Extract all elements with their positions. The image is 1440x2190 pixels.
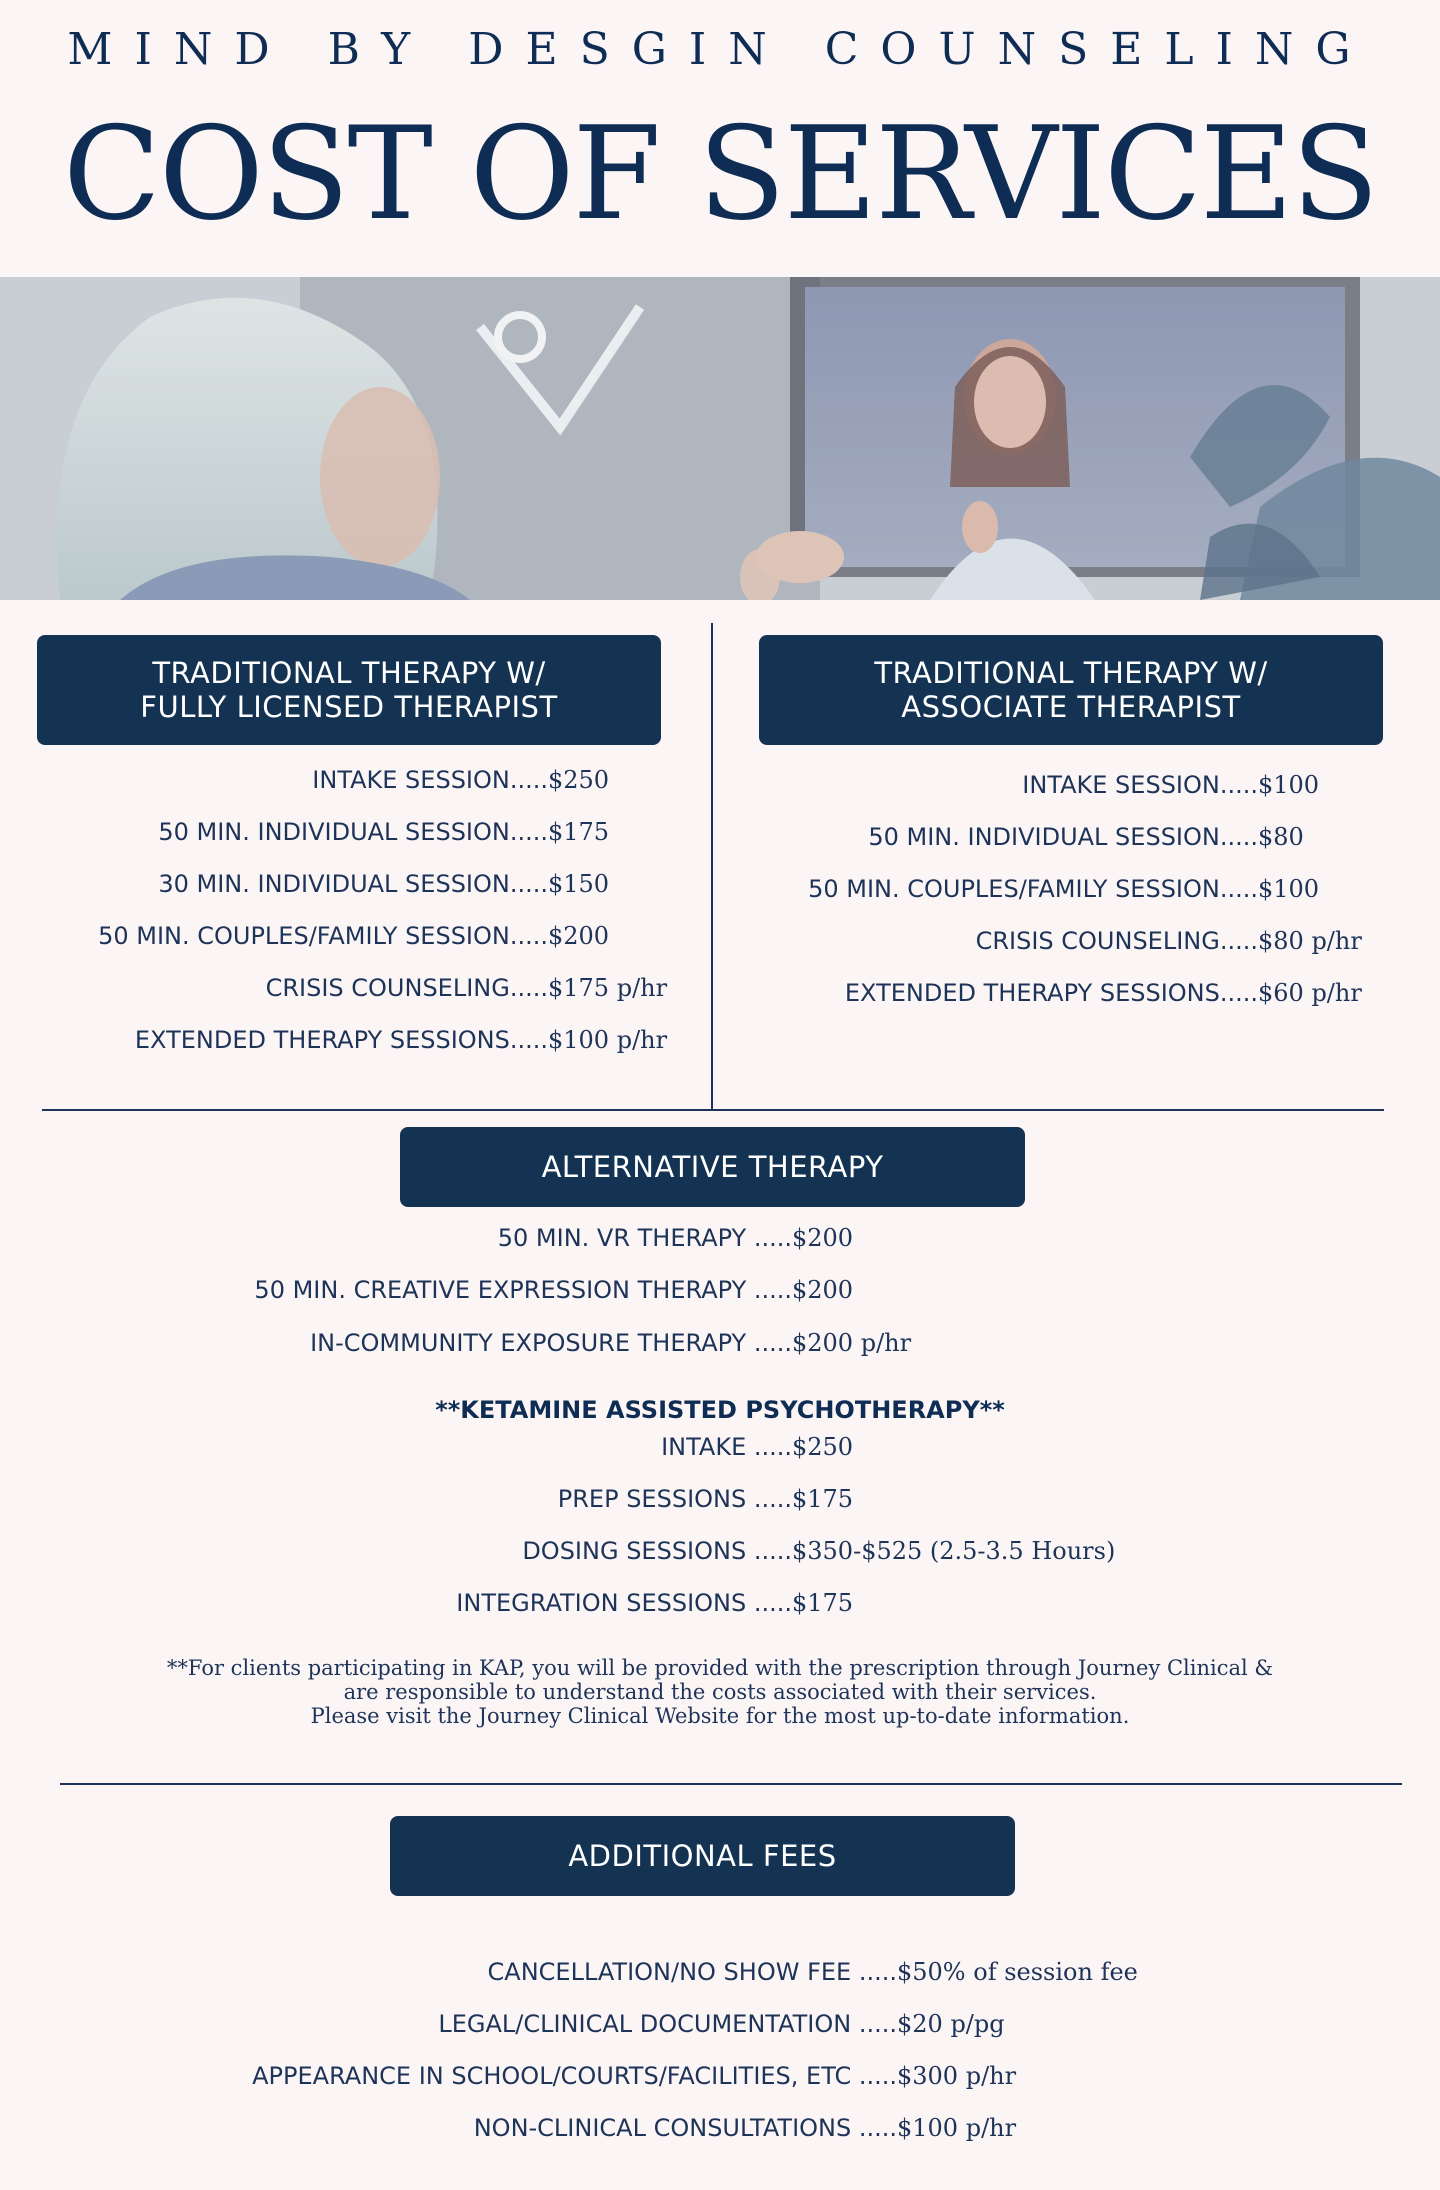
column-divider [711, 623, 713, 1110]
fee-item: CANCELLATION/NO SHOW FEE ..... [487, 1958, 897, 1986]
licensed-price: $150 [548, 870, 610, 898]
alternative-row [0, 1328, 911, 1358]
associate-row [0, 874, 1319, 904]
fee-item: LEGAL/CLINICAL DOCUMENTATION ..... [438, 2010, 897, 2038]
alternative-therapy-heading [400, 1127, 1025, 1207]
alternative-heading-text: ALTERNATIVE THERAPY [541, 1150, 884, 1184]
ketamine-price: $175 [792, 1589, 854, 1617]
associate-item: 50 MIN. INDIVIDUAL SESSION..... [868, 823, 1258, 851]
ketamine-title: **KETAMINE ASSISTED PSYCHOTHERAPY** [435, 1396, 1005, 1424]
ketamine-item: DOSING SESSIONS ..... [522, 1537, 792, 1565]
kap-note-line3: Please visit the Journey Clinical Website for the most up-to-date information. [310, 1704, 1130, 1728]
associate-therapy-heading [759, 635, 1383, 745]
ketamine-item: INTEGRATION SESSIONS ..... [456, 1589, 792, 1617]
licensed-price: $200 [548, 922, 610, 950]
fee-row [0, 2009, 1005, 2039]
ketamine-row [0, 1432, 853, 1462]
associate-item: EXTENDED THERAPY SESSIONS..... [844, 979, 1258, 1007]
associate-item: INTAKE SESSION..... [1022, 771, 1258, 799]
page-title: COST OF SERVICES [62, 100, 1378, 249]
associate-price: $80 p/hr [1258, 927, 1362, 955]
fee-row [0, 2061, 1016, 2091]
licensed-price: $250 [548, 766, 610, 794]
fee-price: $20 p/pg [897, 2010, 1005, 2038]
licensed-price: $175 [548, 818, 610, 846]
ketamine-price: $175 [792, 1485, 854, 1513]
alternative-price: $200 p/hr [792, 1329, 912, 1357]
associate-price: $100 [1258, 771, 1320, 799]
kap-note-line1: **For clients participating in KAP, you will be provided with the prescription through Journey Clinical & [166, 1656, 1274, 1680]
licensed-heading-line2: FULLY LICENSED THERAPIST [140, 690, 558, 724]
fee-price: $100 p/hr [897, 2114, 1017, 2142]
licensed-therapy-heading [37, 635, 661, 745]
licensed-price: $100 p/hr [548, 1026, 668, 1054]
licensed-item: EXTENDED THERAPY SESSIONS..... [134, 1026, 548, 1054]
ketamine-price: $250 [792, 1433, 854, 1461]
associate-heading-line2: ASSOCIATE THERAPIST [901, 690, 1241, 724]
associate-item: CRISIS COUNSELING..... [975, 927, 1258, 955]
licensed-item: 50 MIN. COUPLES/FAMILY SESSION..... [98, 922, 548, 950]
hero-image [0, 277, 1440, 600]
associate-price: $100 [1258, 875, 1320, 903]
hero-illustration [0, 277, 1440, 600]
section-divider [42, 1109, 1384, 1111]
alternative-item: 50 MIN. CREATIVE EXPRESSION THERAPY ..... [254, 1276, 792, 1304]
licensed-item: 30 MIN. INDIVIDUAL SESSION..... [158, 870, 548, 898]
fees-heading-text: ADDITIONAL FEES [568, 1839, 837, 1873]
alternative-row [0, 1223, 853, 1253]
ketamine-price: $350-$525 (2.5-3.5 Hours) [792, 1537, 1116, 1565]
licensed-price: $175 p/hr [548, 974, 668, 1002]
licensed-row [0, 1025, 667, 1055]
licensed-item: INTAKE SESSION..... [312, 766, 548, 794]
brand-name: MIND BY DESGIN COUNSELING [67, 24, 1373, 75]
licensed-item: 50 MIN. INDIVIDUAL SESSION..... [158, 818, 548, 846]
licensed-heading-line1: TRADITIONAL THERAPY W/ [152, 656, 546, 690]
additional-fees-heading [390, 1816, 1015, 1896]
kap-note-line2: are responsible to understand the costs associated with their services. [343, 1680, 1097, 1704]
associate-item: 50 MIN. COUPLES/FAMILY SESSION..... [808, 875, 1258, 903]
ketamine-row [0, 1536, 1115, 1566]
associate-row [0, 770, 1319, 800]
fee-price: $50% of session fee [897, 1958, 1138, 1986]
fee-item: APPEARANCE IN SCHOOL/COURTS/FACILITIES, ETC ..... [252, 2062, 897, 2090]
associate-price: $80 [1258, 823, 1304, 851]
associate-heading-line1: TRADITIONAL THERAPY W/ [874, 656, 1268, 690]
fee-row [0, 2113, 1016, 2143]
alternative-row [0, 1275, 853, 1305]
associate-price: $60 p/hr [1258, 979, 1362, 1007]
associate-row [0, 978, 1362, 1008]
ketamine-row [0, 1588, 853, 1618]
ketamine-item: PREP SESSIONS ..... [557, 1485, 792, 1513]
fee-price: $300 p/hr [897, 2062, 1017, 2090]
alternative-item: 50 MIN. VR THERAPY ..... [497, 1224, 792, 1252]
section-divider [60, 1783, 1402, 1785]
associate-row [0, 822, 1304, 852]
fee-row [0, 1957, 1138, 1987]
alternative-price: $200 [792, 1224, 854, 1252]
ketamine-item: INTAKE ..... [661, 1433, 792, 1461]
fee-item: NON-CLINICAL CONSULTATIONS ..... [473, 2114, 897, 2142]
ketamine-row [0, 1484, 853, 1514]
licensed-item: CRISIS COUNSELING..... [265, 974, 548, 1002]
alternative-item: IN-COMMUNITY EXPOSURE THERAPY ..... [310, 1329, 792, 1357]
associate-row [0, 926, 1362, 956]
alternative-price: $200 [792, 1276, 854, 1304]
